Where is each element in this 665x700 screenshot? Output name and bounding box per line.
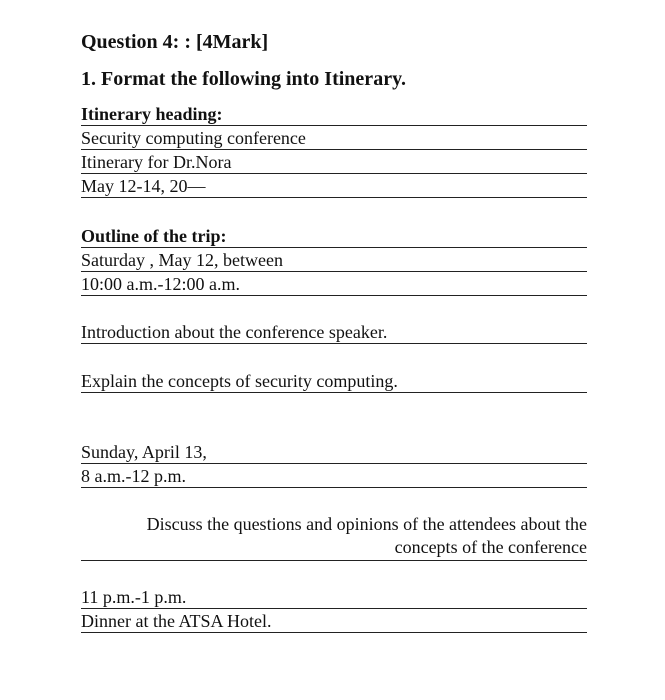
intro-item-line: Introduction about the conference speaker. [81,320,587,344]
sunday-date-line: Sunday, April 13, [81,440,587,464]
itinerary-heading-label: Itinerary heading: [81,102,587,126]
dinner-time-line: 11 p.m.-1 p.m. [81,585,587,609]
saturday-date-line: Saturday , May 12, between [81,248,587,272]
question-title: Question 4: : [4Mark] [81,31,269,53]
sunday-time-line: 8 a.m.-12 p.m. [81,464,587,488]
explain-item-line: Explain the concepts of security computing. [81,369,587,393]
outline-label: Outline of the trip: [81,224,587,248]
itinerary-for-line: Itinerary for Dr.Nora [81,150,587,174]
dinner-line: Dinner at the ATSA Hotel. [81,609,587,633]
saturday-time-line: 10:00 a.m.-12:00 a.m. [81,272,587,296]
conference-name-line: Security computing conference [81,126,587,150]
date-range-line: May 12-14, 20— [81,174,587,198]
task-instruction: 1. Format the following into Itinerary. [81,68,406,90]
discuss-item-line: Discuss the questions and opinions of the attendees about the concepts of the conference [81,513,587,561]
